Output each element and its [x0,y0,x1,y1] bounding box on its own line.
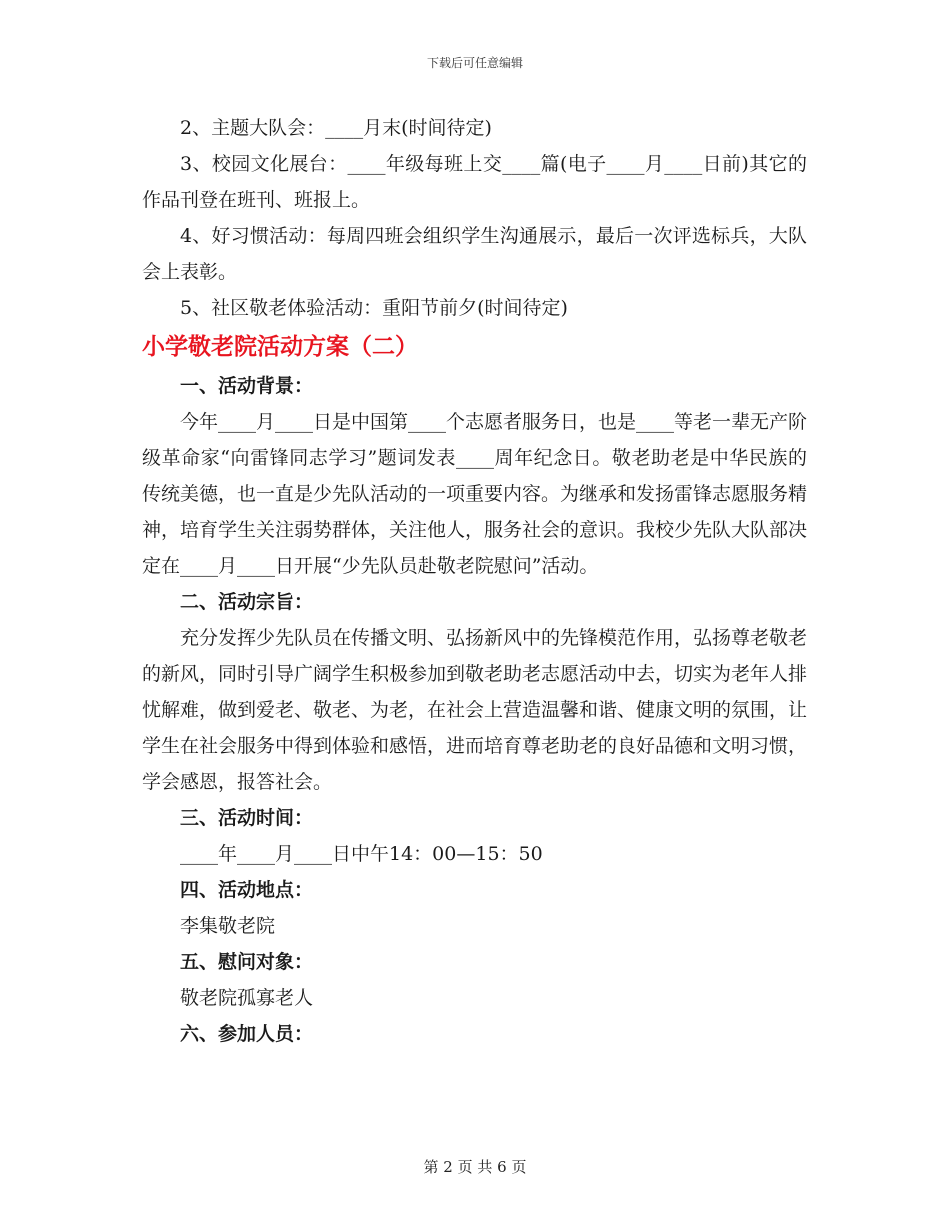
section-heading-place: 四、活动地点： [180,879,314,901]
list-item: 2、主题大队会：____月末(时间待定) [180,117,492,139]
document-title: 小学敬老院活动方案（二） [142,333,418,360]
section-heading-target: 五、慰问对象： [180,951,314,973]
section-heading-time: 三、活动时间： [180,807,314,829]
page-header-note: 下载后可任意编辑 [426,56,523,70]
list-item: 5、社区敬老体验活动：重阳节前夕(时间待定) [180,297,568,319]
section-text-target: 敬老院孤寡老人 [180,987,314,1009]
section-heading-background: 一、活动背景： [180,375,314,397]
section-text-time: ____年____月____日中午14：00—15：50 [180,843,543,865]
page-footer: 第 2 页 共 6 页 [423,1158,527,1176]
section-text-background: 今年____月____日是中国第____个志愿者服务日，也是____等老一辈无产阶级革命家“向雷锋同志学习”题词发表____周年纪念日。敬老助老是中华民族的传统美德，也一直是少先队活动的一项重要内容。为继承和发扬雷锋志愿服务精神，培育学生关注弱势群体，关注他人，服务社会的意识。我校少先队大队部决定在____月____日开展“少先队员赴敬老院慰问”活动。 [142,411,808,577]
list-item: 3、校园文化展台：____年级每班上交____篇(电子____月____日前)其它的作品刊登在班刊、班报上。 [142,153,807,211]
section-text-place: 李集敬老院 [180,915,276,937]
document-body [142,110,807,1052]
list-item: 4、好习惯活动：每周四班会组织学生沟通展示，最后一次评选标兵，大队会上表彰。 [142,225,807,283]
section-heading-purpose: 二、活动宗旨： [180,591,314,613]
section-text-purpose: 充分发挥少先队员在传播文明、弘扬新风中的先锋模范作用，弘扬尊老敬老的新风，同时引导广阔学生积极参加到敬老助老志愿活动中去，切实为老年人排忧解难，做到爱老、敬老、为老，在社会上营造温馨和谐、健康文明的氛围，让学生在社会服务中得到体验和感悟，进而培育尊老助老的良好品德和文明习惯，学会感恩，报答社会。 [142,627,808,793]
section-heading-participants: 六、参加人员： [180,1023,314,1045]
